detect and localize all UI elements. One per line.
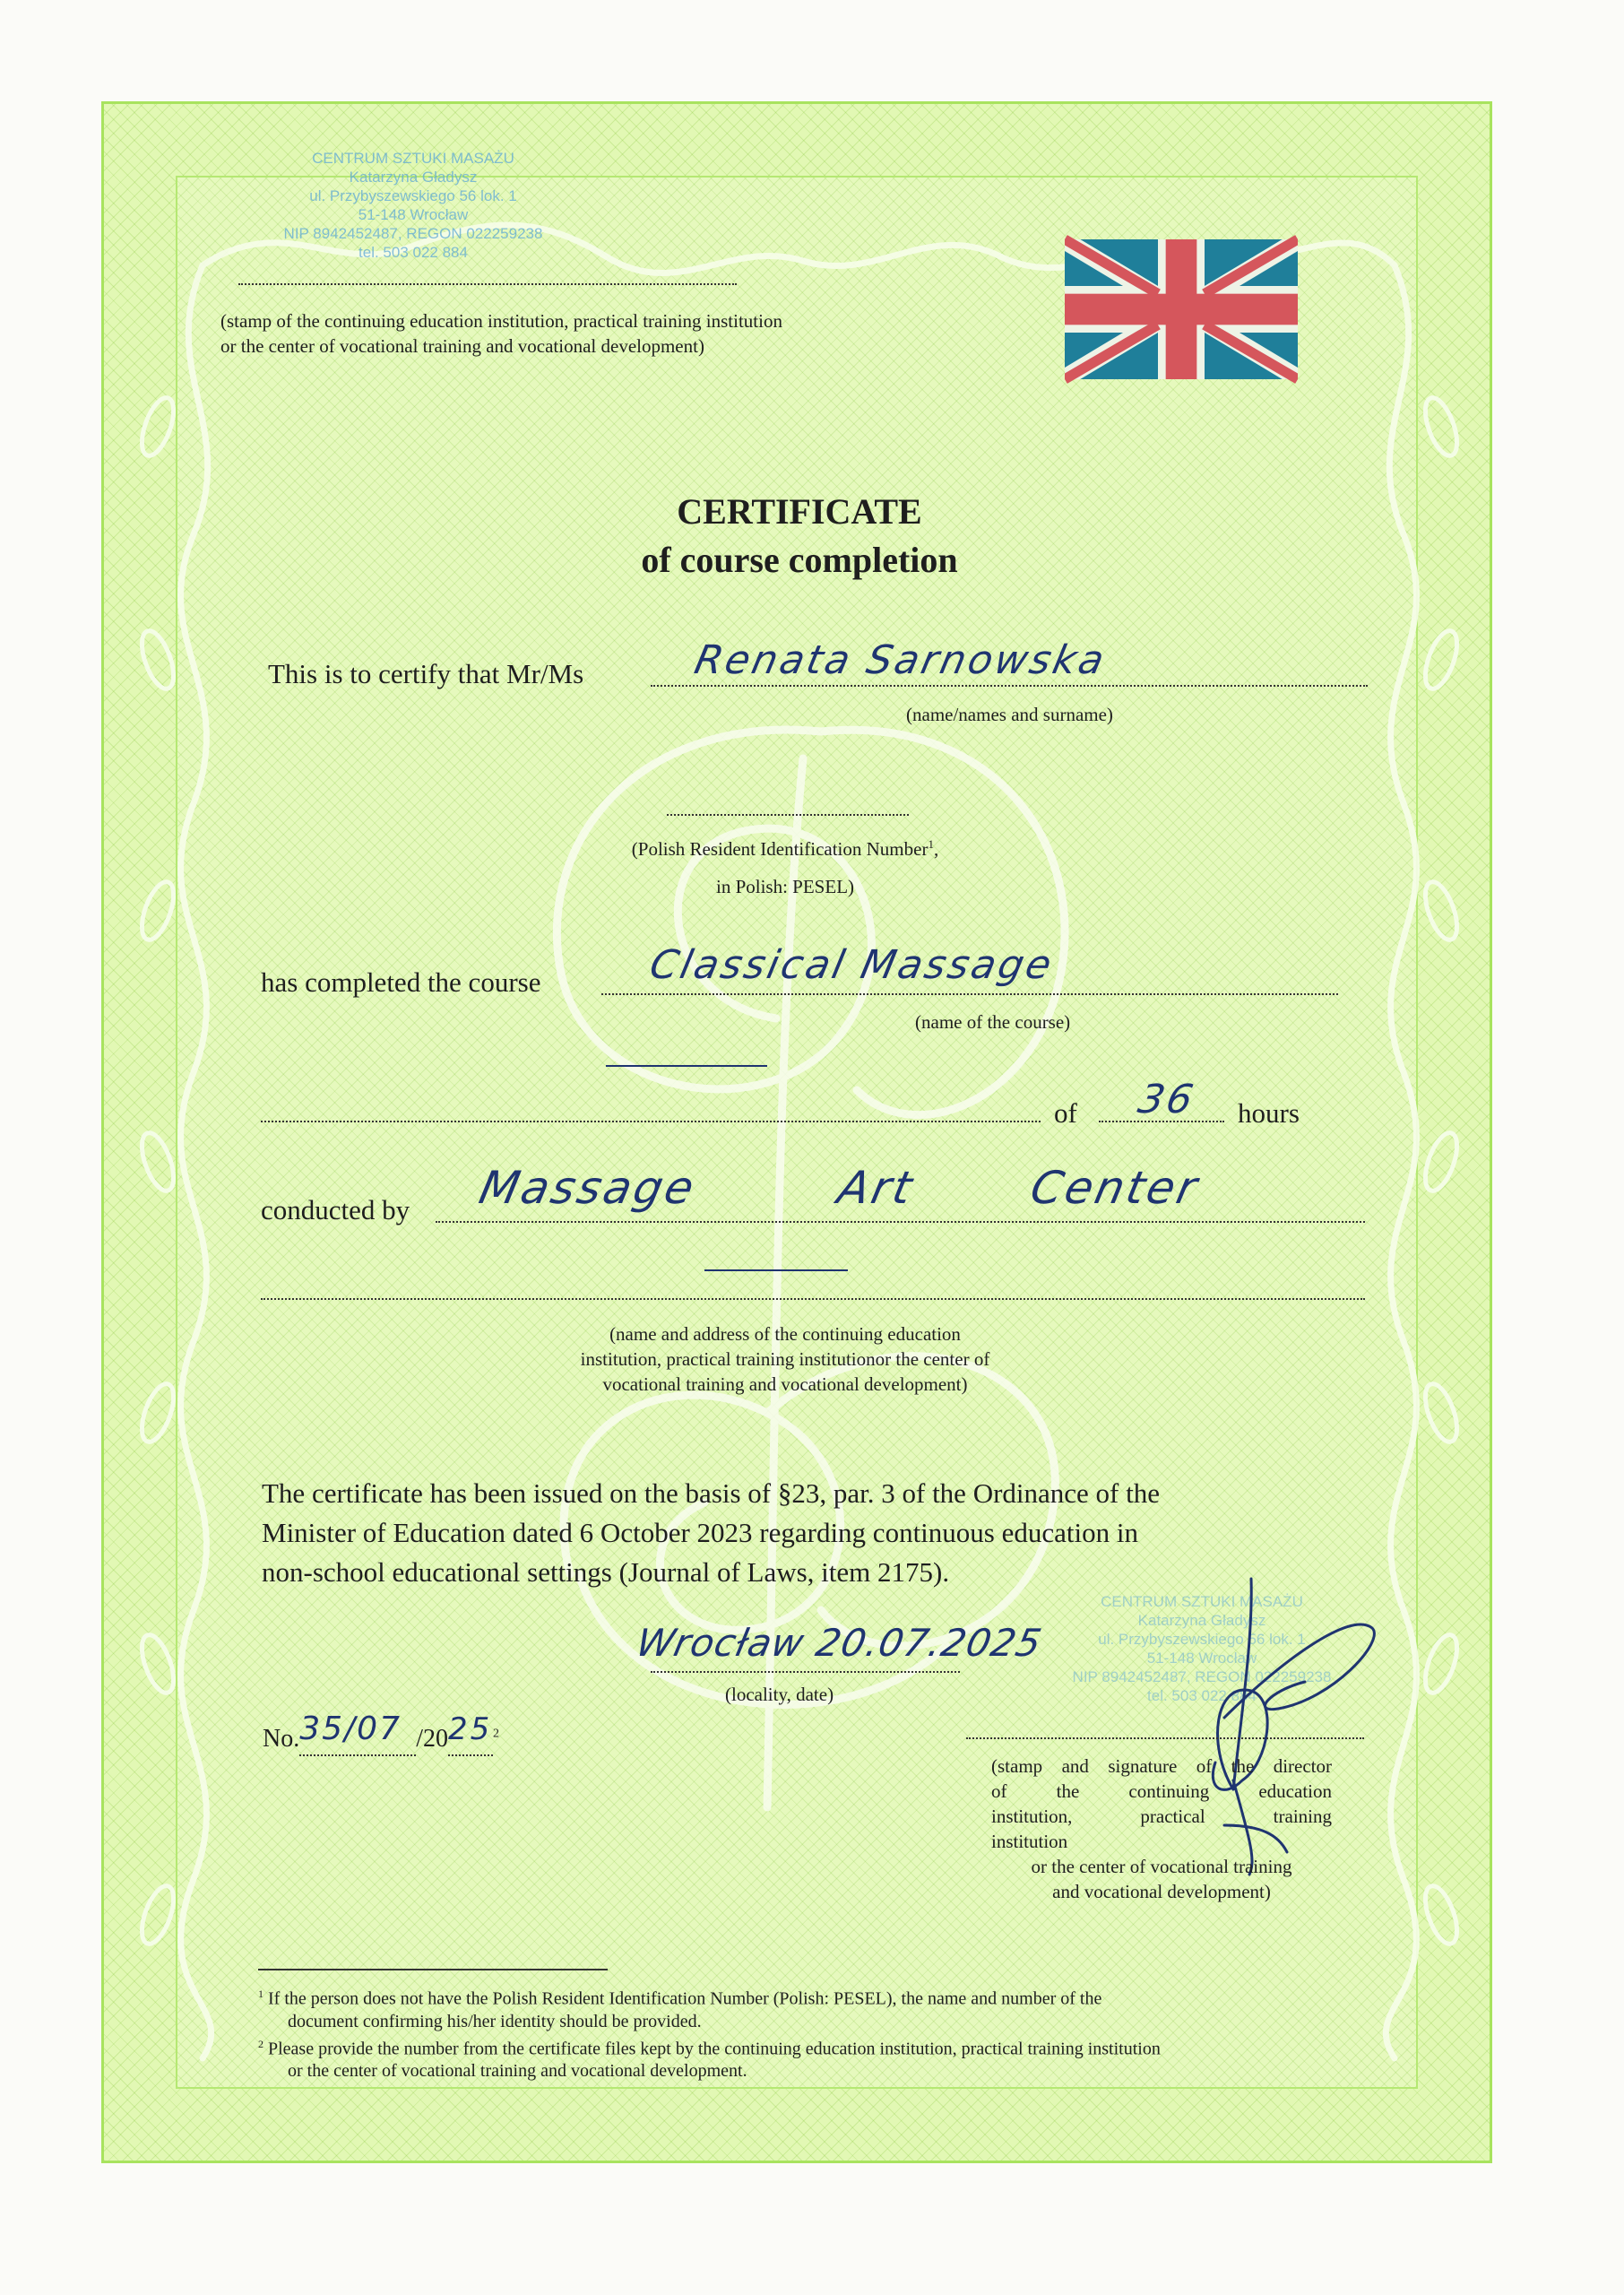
director-stamp-line: 51-148 Wrocław bbox=[1146, 1650, 1257, 1667]
uk-flag-icon bbox=[1065, 235, 1298, 384]
footnotes bbox=[258, 1983, 1387, 2083]
conducted-struck-line bbox=[704, 1269, 848, 1271]
stamp-caption bbox=[220, 308, 1027, 359]
conducted-prefix: conducted by bbox=[261, 1194, 410, 1225]
institution-caption-line: (name and address of the continuing education bbox=[609, 1323, 961, 1345]
address-dotted-line bbox=[261, 1298, 1365, 1300]
certificate-title bbox=[104, 488, 1495, 585]
footnote-2-mark: 2 bbox=[258, 2037, 263, 2050]
director-caption-line: institution, practical training bbox=[991, 1806, 1332, 1827]
footnote-mark-2: 2 bbox=[493, 1727, 500, 1741]
stamp-line: ul. Przybyszewskiego 56 lok. 1 bbox=[309, 187, 517, 204]
institution-caption bbox=[498, 1321, 1072, 1397]
director-stamp-line: Katarzyna Gładysz bbox=[1137, 1612, 1266, 1629]
certificate-sheet bbox=[101, 101, 1492, 2163]
title-line-1: CERTIFICATE bbox=[677, 491, 922, 532]
legal-line: non-school educational settings (Journal of Laws, item 2175). bbox=[262, 1556, 950, 1588]
name-value: Renata Sarnowska bbox=[690, 637, 1111, 683]
stamp-line: 51-148 Wrocław bbox=[358, 206, 469, 223]
signature-dotted-line bbox=[966, 1737, 1364, 1739]
director-caption-line: institution bbox=[991, 1831, 1068, 1852]
footnote-2 bbox=[258, 2033, 1387, 2061]
director-caption bbox=[991, 1754, 1332, 1904]
footnote-1-text-cont: document confirming his/her identity should be provided. bbox=[288, 2011, 702, 2031]
institution-caption-line: institution, practical training institutionor the center of bbox=[580, 1348, 990, 1370]
footnote-1-text: If the person does not have the Polish Resident Identification Number (Polish: PESEL), the name and number of the bbox=[268, 1988, 1102, 2009]
conducted-value-word-1: Massage bbox=[474, 1162, 702, 1214]
footnote-separator bbox=[258, 1969, 608, 1970]
footnote-2-text-cont: or the center of vocational training and vocational development. bbox=[288, 2061, 747, 2082]
director-caption-line: or the center of vocational training bbox=[1031, 1856, 1292, 1877]
number-year-value: 25 bbox=[448, 1711, 493, 1747]
legal-line: Minister of Education dated 6 October 2023 regarding continuous education in bbox=[262, 1517, 1138, 1548]
name-caption: (name/names and surname) bbox=[906, 704, 1113, 725]
pesel-dotted-line bbox=[667, 814, 909, 816]
director-caption-line: and vocational development) bbox=[1052, 1881, 1271, 1902]
director-stamp-line: tel. 503 022 884 bbox=[1147, 1687, 1257, 1704]
course-cont-dotted-line bbox=[261, 1121, 1041, 1122]
locality-caption: (locality, date) bbox=[725, 1684, 834, 1705]
course-caption: (name of the course) bbox=[915, 1011, 1071, 1033]
stamp-line: Katarzyna Gładysz bbox=[349, 169, 478, 186]
locality-dotted-line bbox=[651, 1671, 960, 1673]
number-value: 35/07 bbox=[299, 1710, 402, 1747]
stamp-line: CENTRUM SZTUKI MASAŻU bbox=[312, 150, 514, 167]
institution-caption-line: vocational training and vocational development) bbox=[602, 1373, 968, 1395]
pesel-caption-line-1 bbox=[534, 832, 1036, 862]
footnote-mark-1: 1 bbox=[928, 837, 934, 851]
number-separator: /20 bbox=[416, 1725, 449, 1753]
director-stamp-line: NIP 8942452487, REGON 022259238 bbox=[1072, 1668, 1332, 1685]
stamp-caption-line: (stamp of the continuing education institution, practical training institution bbox=[220, 310, 782, 332]
pesel-caption-end: , bbox=[933, 838, 939, 860]
director-stamp-line: ul. Przybyszewskiego 56 lok. 1 bbox=[1098, 1631, 1306, 1648]
conducted-dotted-line bbox=[436, 1221, 1365, 1223]
pesel-caption-text: (Polish Resident Identification Number bbox=[631, 838, 929, 860]
course-dotted-line bbox=[601, 993, 1338, 995]
legal-line: The certificate has been issued on the basis of §23, par. 3 of the Ordinance of the bbox=[262, 1477, 1160, 1509]
certificate-number bbox=[263, 1710, 500, 1756]
course-value: Classical Massage bbox=[645, 942, 1058, 988]
footnote-1 bbox=[258, 1983, 1387, 2011]
conducted-value-word-3: Center bbox=[1025, 1162, 1205, 1214]
certify-prefix: This is to certify that Mr/Ms bbox=[268, 658, 584, 689]
pesel-caption-line-2: in Polish: PESEL) bbox=[715, 876, 855, 897]
director-caption-line: of the continuing education bbox=[991, 1780, 1332, 1802]
footnote-2-text: Please provide the number from the certificate files kept by the continuing education institution, practical training institution bbox=[268, 2039, 1161, 2059]
of-label: of bbox=[1054, 1097, 1077, 1129]
hours-value: 36 bbox=[1134, 1077, 1200, 1122]
title-line-2: of course completion bbox=[641, 540, 958, 580]
director-stamp-line: CENTRUM SZTUKI MASAŻU bbox=[1101, 1593, 1303, 1610]
stamp-line: NIP 8942452487, REGON 022259238 bbox=[283, 225, 543, 242]
locality-date-value: Wrocław 20.07.2025 bbox=[632, 1621, 1047, 1665]
footnote-1-mark: 1 bbox=[258, 1988, 263, 2000]
director-caption-line: (stamp and signature of the director bbox=[991, 1755, 1332, 1777]
name-dotted-line bbox=[651, 685, 1368, 687]
conducted-value-word-2: Art bbox=[833, 1162, 920, 1214]
hours-label: hours bbox=[1238, 1097, 1300, 1129]
stamp-caption-line: or the center of vocational training and vocational development) bbox=[220, 335, 704, 357]
number-prefix: No. bbox=[263, 1725, 300, 1753]
stamp-line: tel. 503 022 884 bbox=[358, 244, 468, 261]
stamp-dotted-line bbox=[238, 283, 737, 285]
institution-stamp bbox=[243, 149, 583, 262]
course-prefix: has completed the course bbox=[261, 966, 541, 998]
course-struck-line bbox=[606, 1065, 767, 1067]
pesel-caption bbox=[534, 832, 1036, 899]
